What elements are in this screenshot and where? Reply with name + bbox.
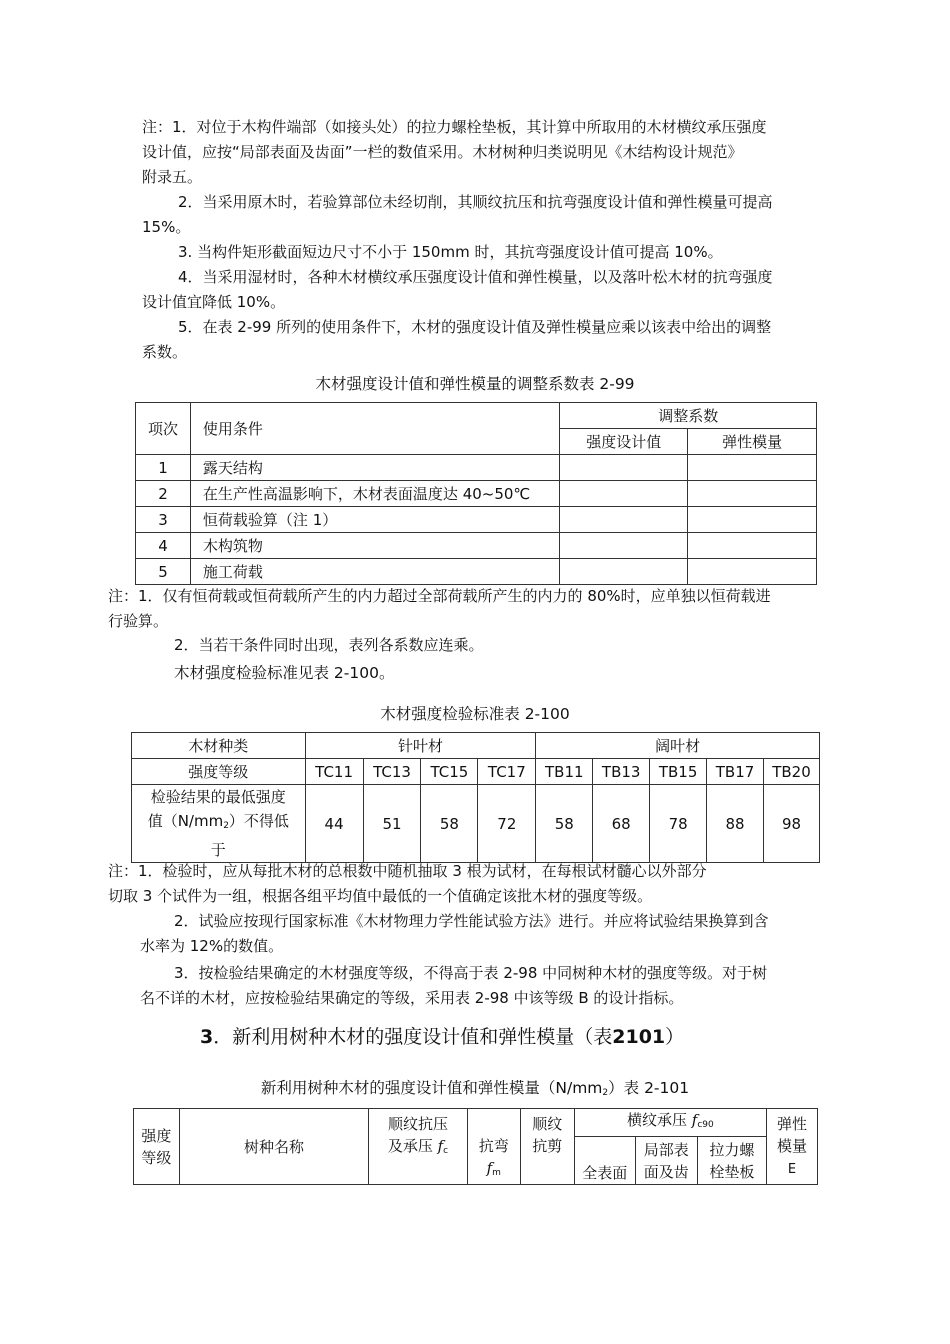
- table99-note1-line1: 注：1．仅有恒荷载或恒荷载所产生的内力超过全部荷载所产生的内力的 80%时，应单独以恒荷载进: [108, 587, 771, 605]
- table-row: [136, 559, 817, 585]
- col-header-full-surface: 全表面: [574, 1137, 635, 1185]
- unit-superscript: 2: [223, 821, 229, 831]
- grade-cell: TB13: [593, 759, 650, 785]
- note5-line2: 系数。: [142, 343, 188, 361]
- modulus-symbol: E: [787, 1161, 797, 1177]
- shear-label-line2: 抗剪: [532, 1137, 563, 1155]
- row-index: 4: [136, 533, 191, 559]
- table-row: [136, 507, 817, 533]
- note1-line2: 设计值，应按“局部表面及齿面”一栏的数值采用。木材树种归类说明见《木结构设计规范》: [142, 143, 743, 161]
- section3-close: ）: [665, 1026, 685, 1048]
- note3-line: 3. 当构件矩形截面短边尺寸不小于 150mm 时，其抗弯强度设计值可提高 10%。: [178, 243, 723, 261]
- row-index: 1: [136, 455, 191, 481]
- row-strength-cell: [560, 533, 688, 559]
- bending-symbol: f: [486, 1159, 493, 1177]
- cross-compression-subscript: c90: [697, 1120, 714, 1130]
- col-header-species: 木材种类: [132, 733, 306, 759]
- section3-title: ．新利用树种木材的强度设计值和弹性模量（表: [213, 1026, 613, 1048]
- min-strength-label-line3: 于: [210, 841, 226, 859]
- value-cell: 58: [421, 785, 478, 863]
- bending-subscript: m: [492, 1168, 501, 1178]
- note4-line2: 设计值宜降低 10%。: [142, 293, 286, 311]
- col-header-cross-compression: [574, 1109, 766, 1137]
- col-header-index: 项次: [136, 403, 191, 455]
- row-modulus-cell: [688, 559, 817, 585]
- row-modulus-cell: [688, 533, 817, 559]
- col-header-local-surface: [635, 1137, 697, 1185]
- table100-note3-line1: 3．按检验结果确定的木材强度等级，不得高于表 2-98 中同树种木材的强度等级。对于树: [174, 964, 768, 982]
- note5-line1: 5．在表 2-99 所列的使用条件下，木材的强度设计值及弹性模量应乘以该表中给出的调整: [178, 318, 772, 336]
- table-row: [136, 481, 817, 507]
- col-header-strength: 强度设计值: [560, 429, 688, 455]
- row-header-grade: 强度等级: [132, 759, 306, 785]
- table100-note2-line1: 2．试验应按现行国家标准《木材物理力学性能试验方法》进行。并应将试验结果换算到含: [174, 912, 769, 930]
- section3-heading: [200, 1022, 684, 1049]
- col-header-broadleaf: 阔叶材: [536, 733, 820, 759]
- grade-cell: TB20: [764, 759, 820, 785]
- min-strength-label-line2: 值（N/mm: [147, 812, 224, 830]
- grade-cell: TC15: [421, 759, 478, 785]
- cross-compression-symbol: f: [691, 1111, 698, 1129]
- shear-label-line1: 顺纹: [532, 1115, 563, 1133]
- row-condition: 在生产性高温影响下，木材表面温度达 40~50℃: [190, 481, 559, 507]
- table101-caption-sub: 2: [602, 1088, 609, 1098]
- row-strength-cell: [560, 481, 688, 507]
- col-header-condition: 使用条件: [190, 403, 559, 455]
- table99-caption: 木材强度设计值和弹性模量的调整系数表 2-99: [315, 375, 635, 393]
- col-header-conifer: 针叶材: [305, 733, 536, 759]
- row-condition: 施工荷载: [190, 559, 559, 585]
- grade-cell: TC17: [478, 759, 536, 785]
- bending-label: 抗弯: [478, 1137, 509, 1155]
- row-strength-cell: [560, 507, 688, 533]
- col-header-bending: [467, 1109, 520, 1185]
- modulus-label-line1: 弹性: [777, 1114, 808, 1133]
- min-strength-label-line1: 检验结果的最低强度: [150, 788, 286, 806]
- grade-cell: TB15: [650, 759, 707, 785]
- table-2-100: [131, 732, 820, 863]
- value-cell: 58: [536, 785, 593, 863]
- row-index: 5: [136, 559, 191, 585]
- row-condition: 恒荷载验算（注 1）: [190, 507, 559, 533]
- table100-note2-line2: 水率为 12%的数值。: [140, 937, 284, 955]
- grade-label-line2: 等级: [141, 1148, 172, 1167]
- value-cell: 44: [305, 785, 363, 863]
- col-header-modulus: [767, 1109, 818, 1185]
- min-strength-label-line2b: ）不得低: [228, 812, 289, 830]
- compression-label-line1: 顺纹抗压: [387, 1115, 448, 1133]
- table99-note2: 2．当若干条件同时出现，表列各系数应连乘。: [174, 636, 484, 654]
- row-condition: 木构筑物: [190, 533, 559, 559]
- grade-label-line1: 强度: [141, 1126, 172, 1145]
- table100-note1-line2: 切取 3 个试件为一组，根据各组平均值中最低的一个值确定该批木材的强度等级。: [108, 887, 653, 905]
- table99-note1-line2: 行验算。: [108, 612, 169, 630]
- bolt-plate-line2: 栓垫板: [709, 1162, 755, 1181]
- row-strength-cell: [560, 559, 688, 585]
- row-modulus-cell: [688, 455, 817, 481]
- grade-cell: TB17: [707, 759, 764, 785]
- grade-cell: TC13: [363, 759, 421, 785]
- value-cell: 51: [363, 785, 421, 863]
- value-cell: 68: [593, 785, 650, 863]
- table-2-101: [133, 1108, 818, 1185]
- grade-cell: TB11: [536, 759, 593, 785]
- local-surface-line2: 面及齿: [643, 1162, 689, 1181]
- row-modulus-cell: [688, 507, 817, 533]
- compression-label-line2: 及承压: [387, 1137, 438, 1155]
- row-modulus-cell: [688, 481, 817, 507]
- grade-cell: TC11: [305, 759, 363, 785]
- value-cell: 72: [478, 785, 536, 863]
- row-condition: 露天结构: [190, 455, 559, 481]
- value-cell: 98: [764, 785, 820, 863]
- col-header-grade: [134, 1109, 180, 1185]
- table101-caption-a: 新利用树种木材的强度设计值和弹性模量（N/mm: [260, 1079, 603, 1097]
- section3-number: 3: [200, 1026, 214, 1048]
- note1-line3: 附录五。: [142, 168, 203, 186]
- section3-table-ref: 2101: [612, 1026, 666, 1048]
- modulus-label-line2: 模量: [777, 1136, 808, 1155]
- compression-subscript: c: [443, 1146, 449, 1156]
- table-row: [136, 533, 817, 559]
- row-strength-cell: [560, 455, 688, 481]
- col-header-bolt-plate: [697, 1137, 766, 1185]
- col-header-species: 树种名称: [179, 1109, 368, 1185]
- table100-reference: 木材强度检验标准见表 2-100。: [174, 664, 395, 682]
- table100-note1-line1: 注：1．检验时，应从每批木材的总根数中随机抽取 3 根为试材，在每根试材髓心以外部分: [108, 862, 707, 880]
- col-header-factor: 调整系数: [560, 403, 817, 429]
- note2-line1: 2．当采用原木时，若验算部位未经切削，其顺纹抗压和抗弯强度设计值和弹性模量可提高: [178, 193, 773, 211]
- table-row: [136, 455, 817, 481]
- table100-note3-line2: 名不详的木材，应按检验结果确定的等级，采用表 2-98 中该等级 B 的设计指标。: [140, 989, 684, 1007]
- value-cell: 78: [650, 785, 707, 863]
- compression-symbol: f: [437, 1137, 444, 1155]
- table-2-99: [135, 402, 817, 585]
- table101-caption: [0, 1076, 950, 1098]
- row-index: 3: [136, 507, 191, 533]
- note2-line2: 15%。: [142, 218, 191, 236]
- col-header-shear: [520, 1109, 574, 1185]
- note4-line1: 4．当采用湿材时，各种木材横纹承压强度设计值和弹性模量，以及落叶松木材的抗弯强度: [178, 268, 773, 286]
- note1-line1: 注：1．对位于木构件端部（如接头处）的拉力螺栓垫板，其计算中所取用的木材横纹承压强度: [142, 118, 767, 136]
- col-header-modulus: 弹性模量: [688, 429, 817, 455]
- row-index: 2: [136, 481, 191, 507]
- col-header-compression: [369, 1109, 468, 1185]
- table100-caption: 木材强度检验标准表 2-100: [380, 705, 570, 723]
- row-header-min-strength: [132, 785, 306, 863]
- table101-caption-b: ）表 2-101: [608, 1079, 690, 1097]
- cross-compression-label: 横纹承压: [626, 1111, 692, 1129]
- bolt-plate-line1: 拉力螺: [709, 1140, 755, 1159]
- value-cell: 88: [707, 785, 764, 863]
- local-surface-line1: 局部表: [643, 1140, 689, 1159]
